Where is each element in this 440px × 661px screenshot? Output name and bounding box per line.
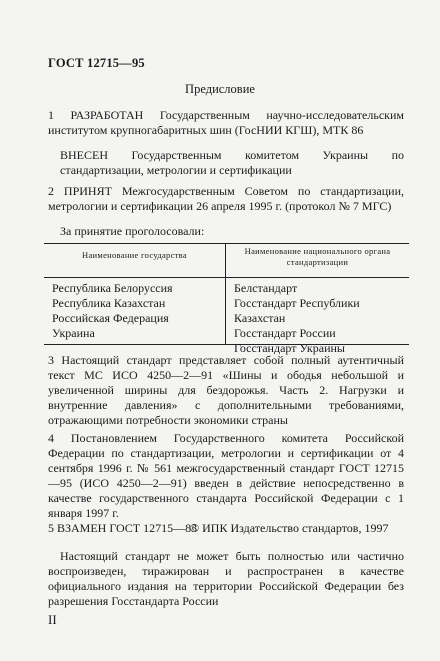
- table-cell-org: Госстандарт России: [234, 326, 336, 340]
- table-cell-state: Республика Белоруссия: [52, 281, 173, 295]
- item-3-text: 3 Настоящий стандарт представляет собой полный аутентичный текст МС ИСО 4250—2—91 «Шины и ободья небольшой и увеличенной ширины для бездорожья. Часть 2. Нагрузки и внутренние давления» с дополнительными требованиями, отражающими потребности экономики страны: [48, 353, 404, 427]
- standard-code: ГОСТ 12715—95: [48, 56, 145, 70]
- item-4-text: 4 Постановлением Государственного комитета Российской Федерации по стандартизации, метрологии и сертификации от 4 сентября 1996 г. № 561 межгосударственный стандарт ГОСТ 12715—95 (ИСО 4250—2—91) введен в действие непосредственно в качестве государственного стандарта Российской Федерации с 1 января 1997 г.: [48, 431, 404, 520]
- copyright-line: © ИПК Издательство стандартов, 1997: [190, 521, 389, 535]
- page-number: II: [48, 612, 57, 627]
- table-cell-org: Госстандарт Украины: [234, 341, 345, 355]
- table-cell-state: Российская Федерация: [52, 311, 169, 325]
- table-cell-org: Госстандарт Республики Казахстан: [234, 296, 360, 325]
- table-cell-state: Республика Казахстан: [52, 296, 166, 310]
- table-cell-org: Белстандарт: [234, 281, 298, 295]
- table-cell-state: Украина: [52, 326, 95, 340]
- table-orgs-column: [234, 281, 409, 356]
- table-header-org: Наименование национального органа стандартизации: [244, 246, 391, 267]
- voted-intro: За принятие проголосовали:: [60, 224, 205, 238]
- item-5-replaces: 5 ВЗАМЕН ГОСТ 12715—83: [48, 521, 198, 535]
- item-1-developed: 1 РАЗРАБОТАН Государственным научно-исследовательским институтом крупногабаритных шин (ГосНИИ КГШ), МТК 86: [48, 108, 404, 137]
- item-1-submitted: ВНЕСЕН Государственным комитетом Украины по стандартизации, метрологии и сертификации: [60, 148, 404, 177]
- voting-table: [44, 243, 409, 355]
- item-2-adopted: 2 ПРИНЯТ Межгосударственным Советом по стандартизации, метрологии и сертификации 26 апреля 1995 г. (протокол № 7 МГС): [48, 184, 404, 213]
- page-title: Предисловие: [185, 82, 255, 96]
- table-states-column: [52, 281, 222, 341]
- reproduction-notice: Настоящий стандарт не может быть полностью или частично воспроизведен, тиражирован и распространен в качестве официального издания на территории Российской Федерации без разрешения Госстандарта России: [48, 549, 404, 608]
- table-header-state: Наименование государства: [82, 250, 187, 260]
